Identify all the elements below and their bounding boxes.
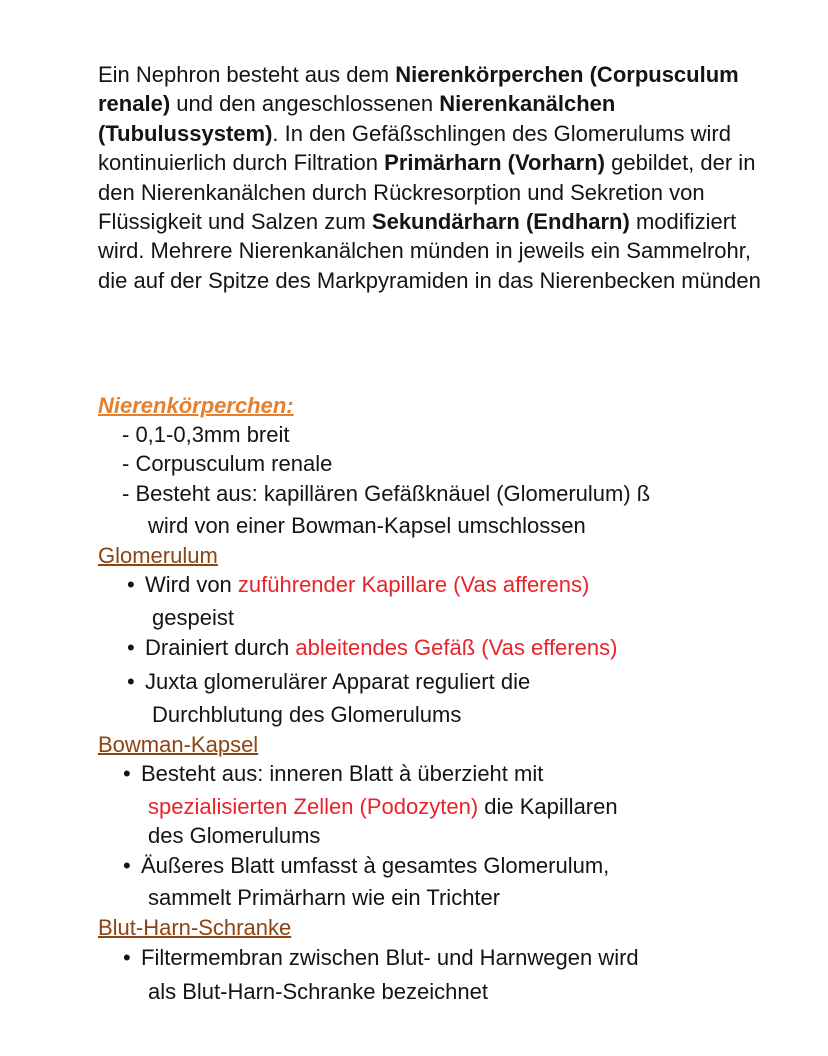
list-item-continuation: des Glomerulums	[148, 823, 321, 848]
list-item-continuation: als Blut-Harn-Schranke bezeichnet	[148, 979, 488, 1004]
list-item: • Juxta glomerulärer Apparat reguliert die	[145, 669, 530, 695]
list-item: - Corpusculum renale	[122, 451, 333, 476]
list-item: • Äußeres Blatt umfasst à gesamtes Glomerulum,	[141, 853, 609, 879]
heading-bowman-kapsel: Bowman-Kapsel	[98, 732, 259, 757]
list-item: - Besteht aus: kapillären Gefäßknäuel (Glomerulum) ß	[122, 481, 651, 506]
list-item-continuation: gespeist	[152, 605, 234, 630]
list-item-continuation: spezialisierten Zellen (Podozyten) die Kapillaren	[148, 794, 618, 819]
heading-glomerulum: Glomerulum	[98, 543, 218, 568]
list-item-continuation: sammelt Primärharn wie ein Trichter	[148, 885, 501, 910]
list-item: • Wird von zuführender Kapillare (Vas afferens)	[145, 572, 589, 598]
list-item-continuation: Durchblutung des Glomerulums	[152, 702, 462, 727]
list-item: • Besteht aus: inneren Blatt à überzieht mit	[141, 761, 543, 787]
list-item: - 0,1-0,3mm breit	[122, 422, 290, 447]
list-item-continuation: wird von einer Bowman-Kapsel umschlossen	[148, 513, 586, 538]
heading-blut-harn-schranke: Blut-Harn-Schranke	[98, 915, 292, 940]
list-item: • Drainiert durch ableitendes Gefäß (Vas efferens)	[145, 635, 617, 661]
intro-paragraph: Ein Nephron besteht aus dem Nierenkörperchen (Corpusculum renale) und den angeschlossenen Nierenkanälchen (Tubulussystem). In den Gefäßschlingen des Glomerulums wird kontinuierlich durch Filtration Primärharn (Vorharn) gebildet, der in den Nierenkanälchen durch Rückresorption und Sekretion von Flüssigkeit und Salzen zum Sekundärharn (Endharn) modifiziert wird. Mehrere Nierenkanälchen münden in jeweils ein Sammelrohr, die auf der Spitze des Markpyramiden in das Nierenbecken münden	[98, 62, 761, 293]
heading-nierenkoerperchen: Nierenkörperchen:	[98, 393, 294, 418]
list-item: • Filtermembran zwischen Blut- und Harnwegen wird	[141, 945, 639, 971]
